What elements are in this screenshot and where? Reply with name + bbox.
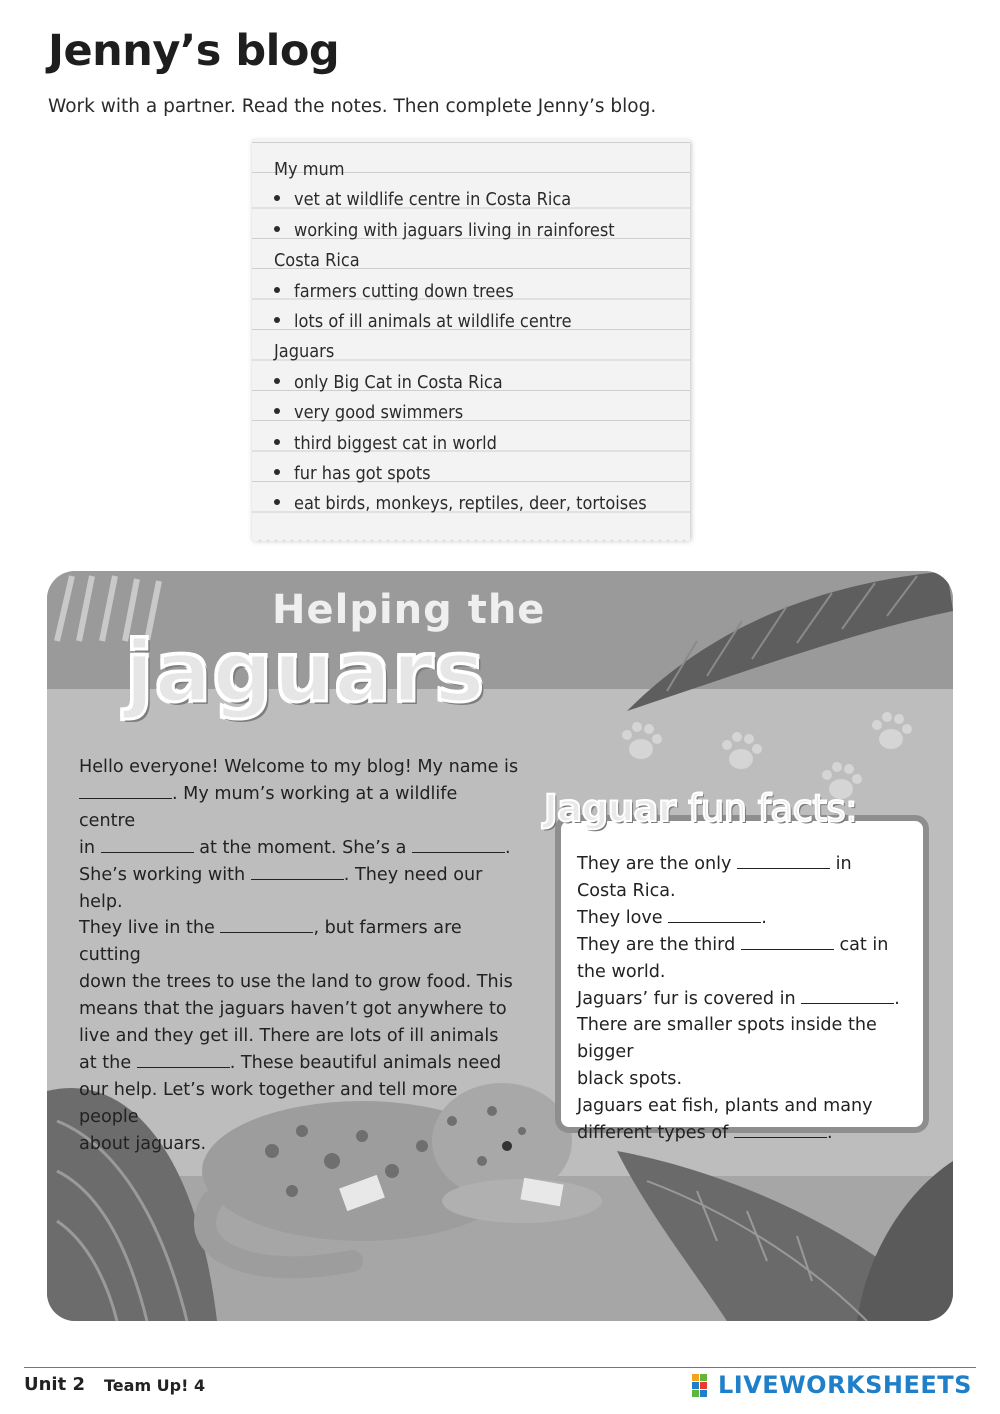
text-fragment: in xyxy=(79,837,101,858)
note-text: lots of ill animals at wildlife centre xyxy=(294,311,572,332)
text-line xyxy=(79,969,519,996)
answer-blank[interactable] xyxy=(668,908,761,923)
text-fragment: Hello everyone! Welcome to my blog! My name is xyxy=(79,757,519,777)
page-title: Jenny’s blog xyxy=(48,26,340,76)
fun-facts-title-bold: Jaguar xyxy=(544,787,676,830)
text-fragment: They live in the xyxy=(79,918,221,939)
text-line xyxy=(577,932,917,959)
liveworksheets-brand: LIVEWORKSHEETS xyxy=(718,1371,972,1399)
bullet-dot-icon xyxy=(274,499,280,505)
text-fragment: . xyxy=(761,907,767,928)
note-text: vet at wildlife centre in Costa Rica xyxy=(294,189,572,211)
text-fragment: the world. xyxy=(577,961,666,982)
bullet-dot-icon xyxy=(274,469,280,475)
answer-blank[interactable] xyxy=(101,838,194,853)
note-bullet-item xyxy=(274,307,572,337)
text-line xyxy=(79,862,519,916)
text-fragment: our help. Let’s work together and tell more people xyxy=(79,1079,458,1127)
answer-blank[interactable] xyxy=(801,989,894,1004)
text-line xyxy=(79,1023,519,1050)
fun-facts-title xyxy=(544,787,857,830)
footer-unit: Unit 2 xyxy=(24,1374,85,1395)
text-fragment: . xyxy=(504,837,511,858)
text-fragment: down the trees to use the land to grow food. This xyxy=(79,972,513,993)
note-bullet-item xyxy=(274,489,647,519)
bullet-dot-icon xyxy=(274,195,280,201)
blog-body xyxy=(79,754,519,1158)
text-line xyxy=(79,915,519,969)
answer-blank[interactable] xyxy=(734,1123,827,1138)
note-text: My mum xyxy=(274,159,345,180)
note-text: third biggest cat in world xyxy=(294,432,497,454)
answer-blank[interactable] xyxy=(741,935,834,950)
text-fragment: cat in xyxy=(833,934,889,955)
text-fragment: They are the third xyxy=(577,934,741,955)
text-line xyxy=(79,996,519,1023)
text-fragment: . These beautiful animals need xyxy=(229,1052,502,1073)
palm-leaf-top-right-icon xyxy=(607,571,953,721)
text-fragment: They love xyxy=(577,907,669,928)
note-heading xyxy=(274,155,345,185)
text-fragment: . My mum’s working at a wildlife centre xyxy=(79,783,458,831)
note-text: eat birds, monkeys, reptiles, deer, tortoises xyxy=(294,493,647,515)
note-bullet-item xyxy=(274,459,431,489)
text-line xyxy=(577,851,917,878)
note-text: working with jaguars living in rainforest xyxy=(294,219,615,241)
blog-panel xyxy=(47,571,953,1321)
blog-heading-big: jaguars xyxy=(125,623,486,721)
text-fragment: means that the jaguars haven’t got anywhere to xyxy=(79,999,507,1020)
footer-divider xyxy=(24,1367,976,1368)
bullet-dot-icon xyxy=(274,226,280,232)
blog-heading-small: Helping the xyxy=(272,587,546,633)
bullet-dot-icon xyxy=(274,287,280,293)
text-line xyxy=(577,905,917,932)
text-fragment: about jaguars. xyxy=(79,1133,207,1154)
text-fragment: . They need our help. xyxy=(79,864,483,912)
text-fragment: live and they get ill. There are lots of ill animals xyxy=(79,1026,499,1047)
note-bullet-item xyxy=(274,216,615,246)
bullet-dot-icon xyxy=(274,439,280,445)
note-bullet-item xyxy=(274,398,463,428)
note-text: very good swimmers xyxy=(294,402,464,424)
text-line xyxy=(577,878,917,905)
text-fragment: in xyxy=(830,854,852,874)
text-fragment: different types of xyxy=(577,1123,734,1144)
text-line xyxy=(577,959,917,986)
text-line xyxy=(577,1012,917,1066)
text-line xyxy=(79,781,519,835)
text-line xyxy=(577,1093,917,1120)
text-line xyxy=(577,1120,917,1147)
text-fragment: Jaguars eat fish, plants and many xyxy=(577,1096,873,1117)
note-text: only Big Cat in Costa Rica xyxy=(294,371,503,393)
text-line xyxy=(577,1066,917,1093)
text-line xyxy=(79,754,519,781)
bullet-dot-icon xyxy=(274,317,280,323)
footer-book-title: Team Up! 4 xyxy=(104,1376,206,1395)
fun-facts-title-rest: fun facts: xyxy=(688,787,858,830)
text-fragment: at the moment. She’s a xyxy=(193,837,412,858)
text-fragment: . xyxy=(826,1123,833,1144)
answer-blank[interactable] xyxy=(412,838,505,853)
note-bullet-item xyxy=(274,368,503,398)
answer-blank[interactable] xyxy=(251,865,344,880)
text-line xyxy=(577,986,917,1013)
note-text: Jaguars xyxy=(274,341,335,363)
note-bullet-item xyxy=(274,429,497,459)
text-fragment: at the xyxy=(79,1052,137,1073)
text-fragment: black spots. xyxy=(577,1069,683,1090)
note-text: farmers cutting down trees xyxy=(294,280,514,302)
answer-blank[interactable] xyxy=(737,854,830,869)
notes-paper xyxy=(252,139,690,539)
instruction-text: Work with a partner. Read the notes. Then complete Jenny’s blog. xyxy=(48,96,657,117)
text-fragment: , but farmers are cutting xyxy=(79,918,462,966)
answer-blank[interactable] xyxy=(220,918,313,933)
note-heading xyxy=(274,337,334,367)
text-fragment: They are the only xyxy=(577,854,738,874)
note-heading xyxy=(274,246,360,276)
text-fragment: Jaguars’ fur is covered in xyxy=(577,988,802,1009)
note-bullet-item xyxy=(274,277,514,307)
text-line xyxy=(79,1077,519,1131)
note-text: Costa Rica xyxy=(274,250,360,272)
bullet-dot-icon xyxy=(274,408,280,414)
fun-facts-body xyxy=(577,851,917,1147)
note-text: fur has got spots xyxy=(294,463,431,484)
bullet-dot-icon xyxy=(274,378,280,384)
text-fragment: There are smaller spots inside the bigger xyxy=(577,1015,877,1063)
note-bullet-item xyxy=(274,185,571,215)
liveworksheets-logo-icon xyxy=(692,1374,716,1398)
fun-facts-box xyxy=(555,815,929,1144)
answer-blank[interactable] xyxy=(137,1053,230,1068)
text-fragment: Costa Rica. xyxy=(577,880,676,901)
text-line xyxy=(79,1131,519,1158)
text-line xyxy=(79,1050,519,1077)
text-line xyxy=(79,835,519,862)
text-fragment: . xyxy=(894,988,900,1009)
answer-blank[interactable] xyxy=(79,784,172,799)
text-fragment: She’s working with xyxy=(79,864,251,885)
leaf-bottom-right-icon xyxy=(607,1131,953,1321)
